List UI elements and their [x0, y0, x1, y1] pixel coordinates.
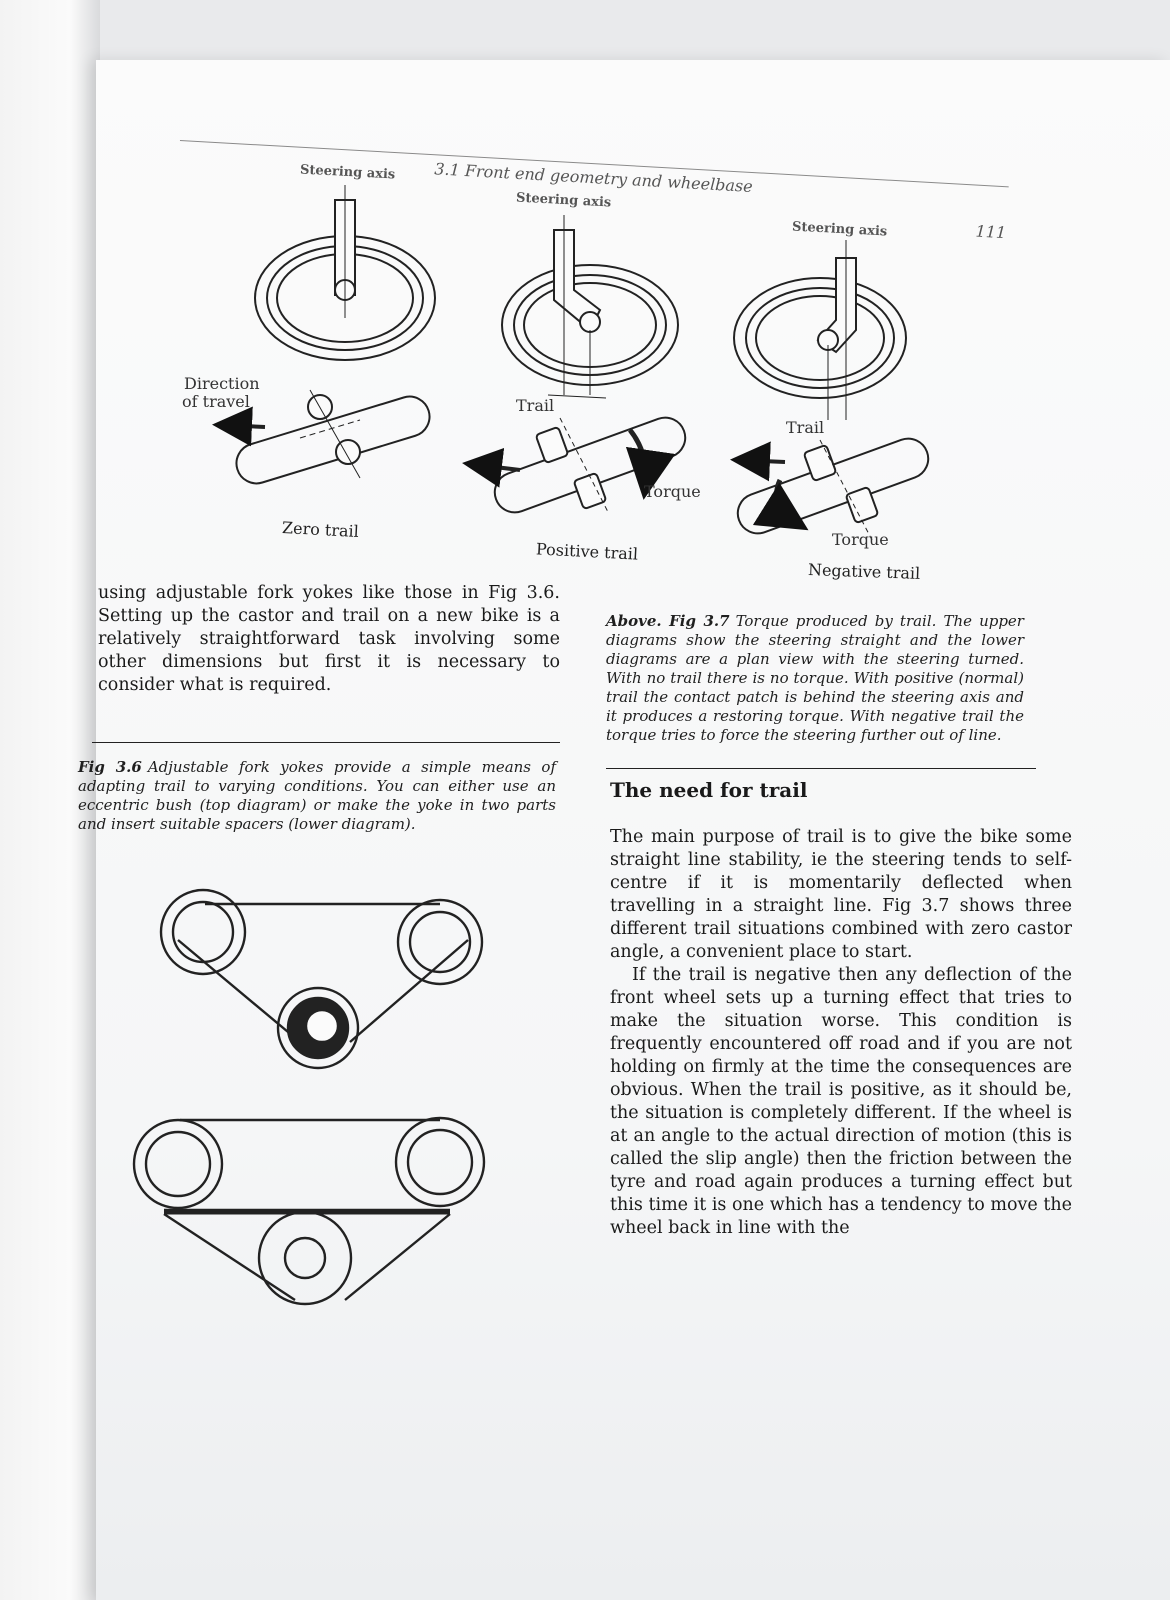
fig36-caption — [78, 758, 556, 834]
left-column-rule — [92, 742, 560, 743]
eccentric-bush-yoke-diagram — [161, 890, 482, 1068]
right-column-rule — [606, 768, 1036, 769]
negative-trail-wheel-diagram — [734, 240, 906, 420]
fig36-caption-label: Fig 3.6 — [78, 758, 142, 776]
positive-trail-plan-diagram — [470, 412, 691, 518]
section-heading: The need for trail — [610, 778, 808, 802]
steering-axis-label-zero: Steering axis — [299, 162, 396, 183]
positive-trail-label: Positive trail — [535, 539, 639, 564]
running-head-title: 3.1 Front end geometry and wheelbase — [433, 159, 754, 197]
torque-label-positive: Torque — [644, 482, 701, 501]
fig37-caption-label: Above. Fig 3.7 — [606, 612, 730, 630]
negative-trail-label: Negative trail — [807, 560, 921, 583]
body-paragraph-1: The main purpose of trail is to give the bike some straight line stability, ie the steering tends to self-centre if it is momentarily deflected when travelling in a straight line. Fig 3.7 shows three different trail situations combined with zero castor angle, a convenient place to start. — [610, 827, 1072, 962]
steering-axis-label-positive: Steering axis — [515, 190, 612, 211]
positive-trail-wheel-diagram — [502, 215, 678, 398]
fig37-caption-text: Torque produced by trail. The upper diagrams show the steering straight and the lower diagrams are a plan view with the steering turned. With no trail there is no torque. With positive (normal) trail the contact patch is behind the steering axis and it produces a restoring torque. With negative trail the torque tries to force the steering further out of line. — [606, 612, 1024, 744]
torque-label-negative: Torque — [832, 530, 889, 549]
trail-label-positive: Trail — [516, 396, 555, 415]
body-text — [610, 826, 1072, 1240]
negative-trail-plan-diagram — [732, 433, 934, 540]
direction-label-line2: of travel — [182, 392, 250, 411]
trail-label-negative: Trail — [786, 418, 825, 437]
zero-trail-plan-diagram — [220, 390, 434, 488]
fig36-caption-text: Adjustable fork yokes provide a simple means of adapting trail to varying conditions. You can either use an eccentric bush (top diagram) or make the yoke in two parts and insert suitable spacers (lower diagram). — [78, 758, 557, 833]
body-paragraph-2: If the trail is negative then any deflection of the front wheel sets up a turning effect that tries to make the situation worse. This condition is frequently encountered off road and if you are not holding on firmly at the time the consequences are obvious. When the trail is positive, as it should be, the situation is completely different. If the wheel is at an angle to the actual direction of motion (this is called the slip angle) then the friction between the tyre and road again produces a turning effect but this time it is one which has a tendency to move the wheel back in line with the — [610, 965, 1072, 1238]
zero-trail-label: Zero trail — [281, 518, 360, 541]
direction-label-line1: Direction — [184, 374, 260, 393]
page-number: 111 — [975, 221, 1007, 243]
fig37-caption — [606, 612, 1024, 745]
steering-axis-label-negative: Steering axis — [791, 219, 888, 240]
zero-trail-wheel-diagram — [255, 185, 435, 360]
left-continuation-paragraph: using adjustable fork yokes like those in Fig 3.6. Setting up the castor and trail on a new bike is a relatively straightforward task involving some other dimensions but first it is necessary to consider what is required. — [98, 583, 560, 695]
spacer-yoke-diagram — [134, 1118, 484, 1304]
